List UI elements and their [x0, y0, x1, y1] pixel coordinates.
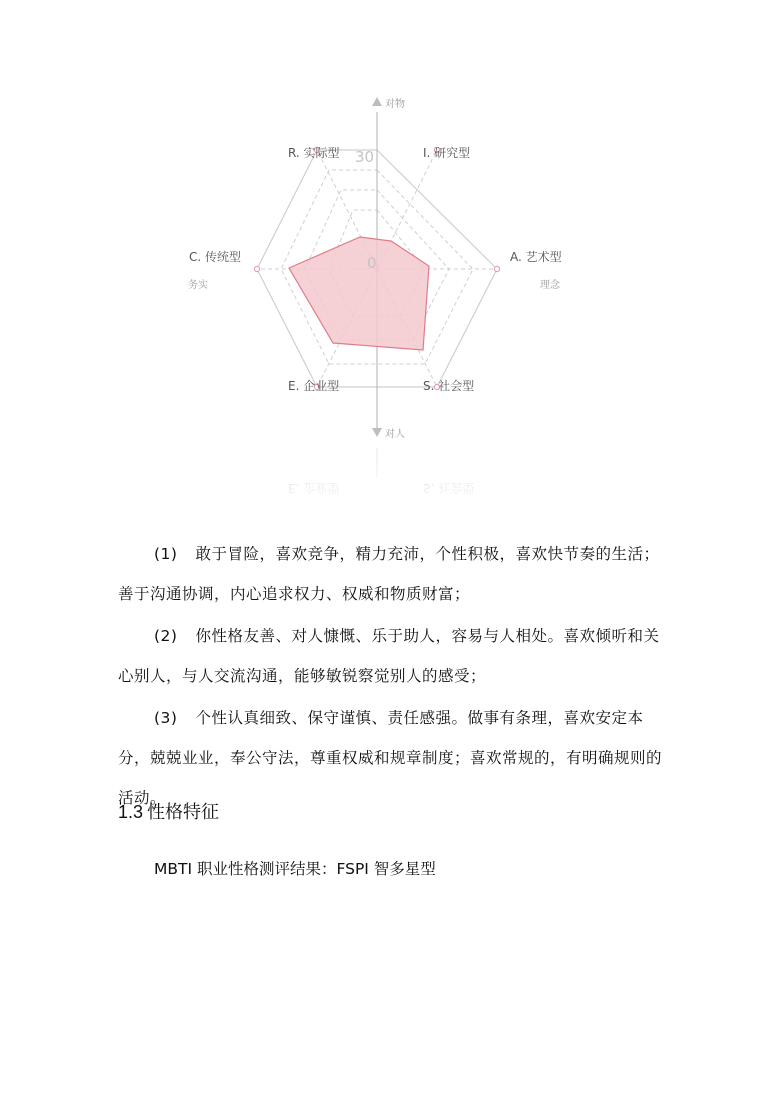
- axis-label-left: 务实: [188, 280, 208, 291]
- scale-max-label: 30: [355, 148, 375, 166]
- paragraph-1: [118, 534, 663, 614]
- vertex-dot-a: [494, 266, 499, 271]
- section-number: 1.3: [118, 802, 144, 822]
- section-title: 性格特征: [147, 802, 220, 823]
- paragraph-2-text: 你性格友善、对人慷慨、乐于助人，容易与人相处。喜欢倾听和关心别人，与人交流沟通，能够敏锐察觉别人的感受；: [118, 627, 660, 685]
- label-enterprising: E. 企业型: [288, 379, 340, 393]
- label-conventional: C. 传统型: [189, 250, 242, 264]
- label-investigative: I. 研究型: [423, 146, 471, 160]
- section-heading: [118, 798, 219, 824]
- score-area: [289, 237, 429, 350]
- holland-radar-chart: [0, 0, 774, 510]
- label-artistic: A. 艺术型: [510, 250, 562, 264]
- paragraph-3-text: 个性认真细致、保守谨慎、责任感强。做事有条理，喜欢安定本分，兢兢业业，奉公守法，尊重权威和规章制度；喜欢常规的，有明确规则的活动。: [118, 709, 663, 807]
- paragraph-2: [118, 616, 663, 696]
- axis-label-top: 对物: [385, 99, 405, 110]
- paragraph-2-number: (2): [154, 627, 178, 645]
- axis-label-bottom: 对人: [385, 429, 405, 440]
- scale-min-label: 0: [367, 254, 377, 272]
- mbti-result-line: MBTI 职业性格测评结果：FSPI 智多星型: [154, 860, 436, 878]
- paragraph-3-number: (3): [154, 709, 178, 727]
- arrow-down-icon: [372, 428, 382, 437]
- vertex-dot-c: [254, 266, 259, 271]
- axis-label-right: 理念: [540, 280, 560, 291]
- label-social: S. 社会型: [423, 379, 475, 393]
- arrow-up-icon: [372, 97, 382, 106]
- paragraph-1-number: (1): [154, 545, 178, 563]
- reflection-fade: [150, 440, 630, 510]
- label-realistic: R. 实际型: [288, 146, 340, 160]
- paragraph-1-text: 敢于冒险，喜欢竞争，精力充沛，个性积极，喜欢快节奏的生活；善于沟通协调，内心追求权力、权威和物质财富；: [118, 545, 660, 603]
